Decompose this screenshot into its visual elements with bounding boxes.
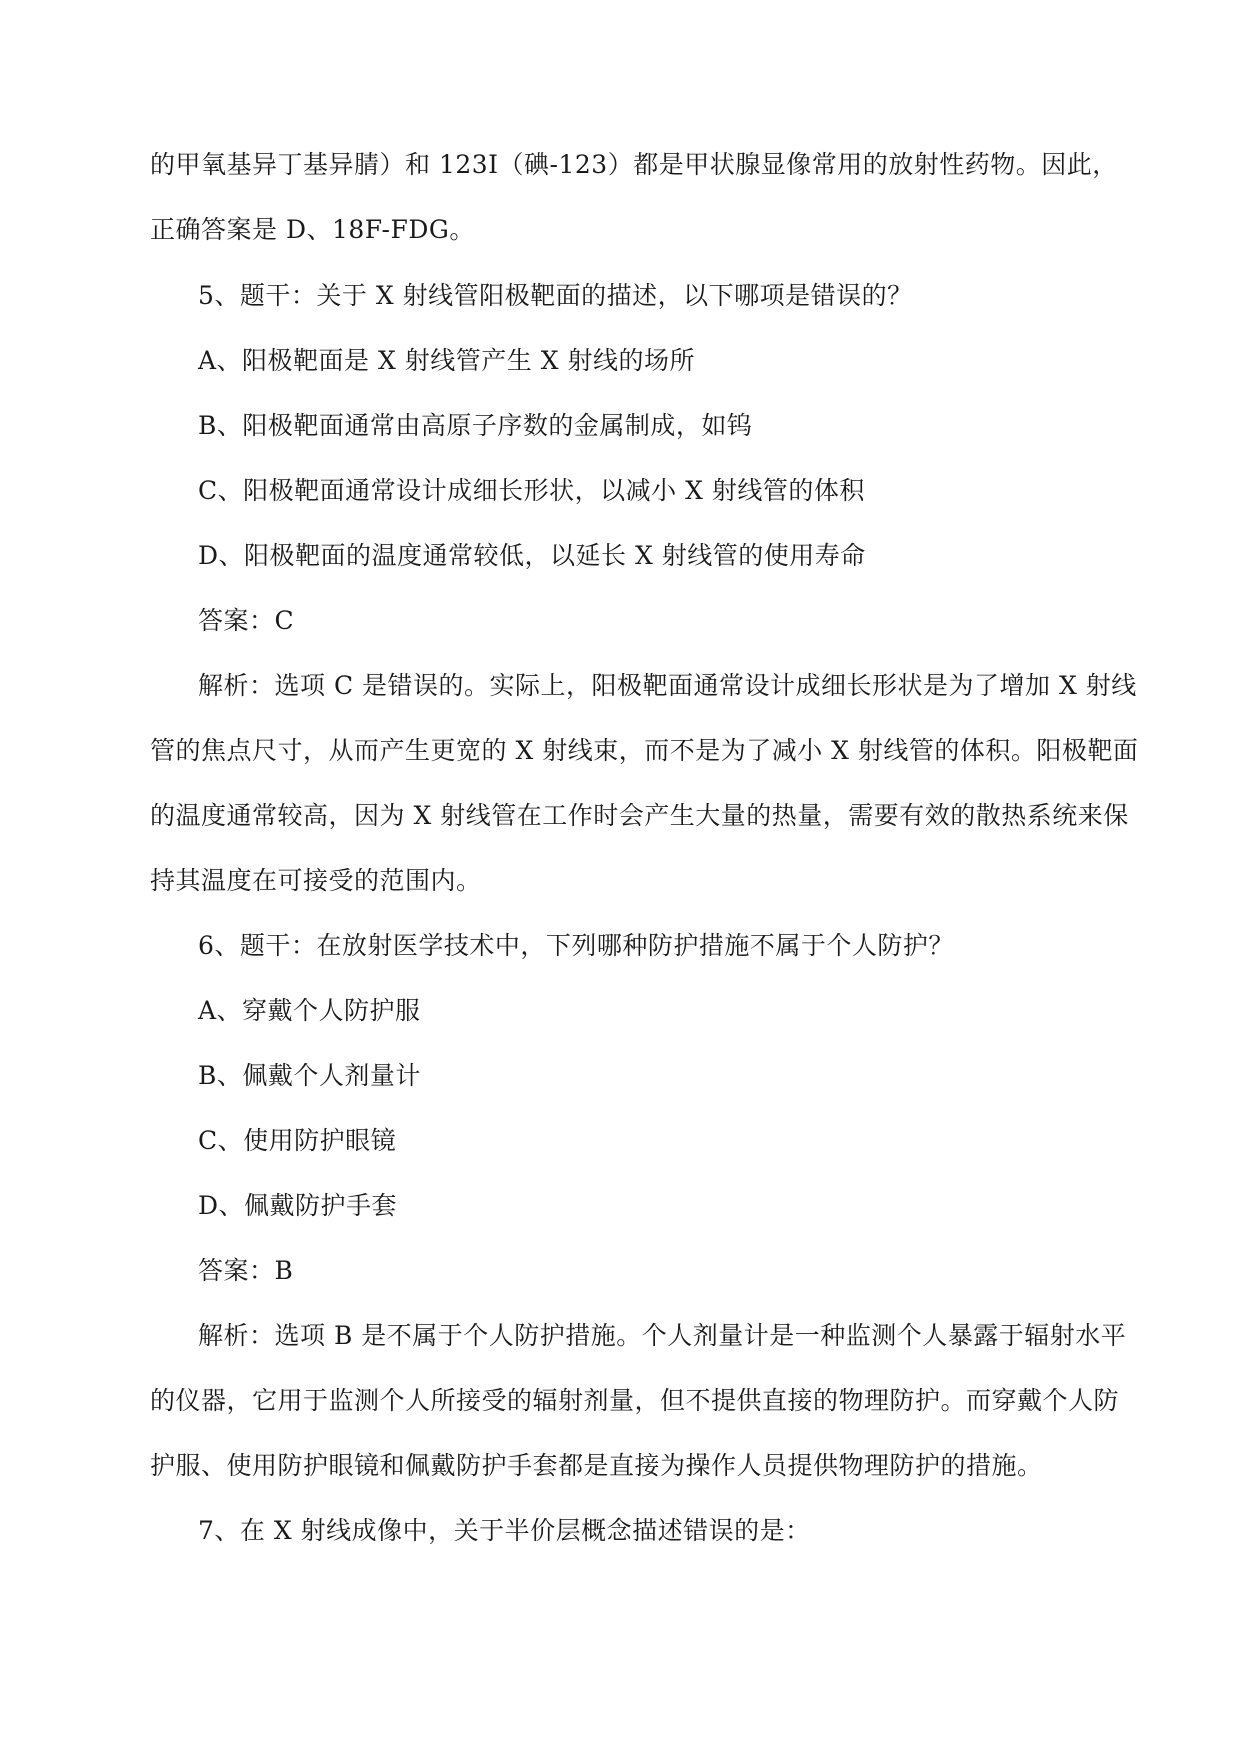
question-6-stem: 6、题干：在放射医学技术中，下列哪种防护措施不属于个人防护？: [198, 931, 954, 960]
paragraph-line-q4-answer-conclusion: 正确答案是 D、18F-FDG。: [150, 215, 475, 244]
question-5-explanation-line-3: 的温度通常较高，因为 X 射线管在工作时会产生大量的热量，需要有效的散热系统来保: [150, 801, 1129, 830]
question-6-option-c: C、使用防护眼镜: [198, 1126, 397, 1155]
question-6-explanation-line-3: 护服、使用防护眼镜和佩戴防护手套都是直接为操作人员提供物理防护的措施。: [150, 1451, 1043, 1480]
question-6-option-a: A、穿戴个人防护服: [198, 996, 421, 1025]
question-6-answer: 答案：B: [198, 1256, 294, 1285]
question-6-option-b: B、佩戴个人剂量计: [198, 1061, 421, 1090]
question-5-explanation-line-2: 管的焦点尺寸，从而产生更宽的 X 射线束，而不是为了减小 X 射线管的体积。阳极靶面: [150, 736, 1139, 765]
question-5-option-c: C、阳极靶面通常设计成细长形状，以减小 X 射线管的体积: [198, 476, 865, 505]
question-5-option-a: A、阳极靶面是 X 射线管产生 X 射线的场所: [198, 346, 695, 375]
question-6-explanation-line-1: 解析：选项 B 是不属于个人防护措施。个人剂量计是一种监测个人暴露于辐射水平: [198, 1321, 1127, 1350]
question-6-explanation-line-2: 的仪器，它用于监测个人所接受的辐射剂量，但不提供直接的物理防护。而穿戴个人防: [150, 1386, 1120, 1415]
paragraph-line-q4-explanation-cont: 的甲氧基异丁基异腈）和 123I（碘-123）都是甲状腺显像常用的放射性药物。因此，: [150, 150, 1118, 179]
question-5-explanation-line-4: 持其温度在可接受的范围内。: [150, 866, 482, 895]
question-5-answer: 答案：C: [198, 606, 295, 635]
question-5-option-b: B、阳极靶面通常由高原子序数的金属制成，如钨: [198, 411, 753, 440]
question-5-stem: 5、题干：关于 X 射线管阳极靶面的描述，以下哪项是错误的？: [198, 281, 913, 310]
question-6-option-d: D、佩戴防护手套: [198, 1191, 398, 1220]
question-7-stem: 7、在 X 射线成像中，关于半价层概念描述错误的是：: [198, 1516, 811, 1545]
question-5-explanation-line-1: 解析：选项 C 是错误的。实际上，阳极靶面通常设计成细长形状是为了增加 X 射线: [198, 671, 1137, 700]
question-5-option-d: D、阳极靶面的温度通常较低，以延长 X 射线管的使用寿命: [198, 541, 866, 570]
